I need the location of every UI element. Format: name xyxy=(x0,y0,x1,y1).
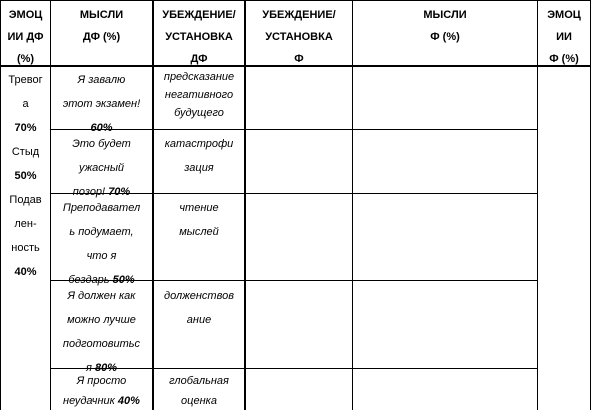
emotion-name: лен- xyxy=(14,218,37,230)
header-emotions-f: ЭМОЦ ИИ Ф (%) xyxy=(547,9,581,65)
emotion-percent: 40% xyxy=(14,266,37,278)
thought-cell-3: Преподавател ь подумает, что я бездарь 50% xyxy=(62,202,141,286)
thought-cell-2: Это будет ужасный позор! 70% xyxy=(72,138,131,198)
header-belief-df: УБЕЖДЕНИЕ/ УСТАНОВКА ДФ xyxy=(162,9,236,65)
belief-cell-1: предсказание негативного будущего xyxy=(163,71,235,119)
thought-percent: 70% xyxy=(108,186,131,198)
emotion-percent: 70% xyxy=(14,122,37,134)
thought-percent: 50% xyxy=(112,274,135,286)
header-thoughts-f: МЫСЛИ Ф (%) xyxy=(423,9,467,43)
emotion-list xyxy=(1,68,50,284)
emotion-name: а xyxy=(22,98,29,110)
belief-cell-4: долженствов ание xyxy=(164,290,234,326)
emotion-name: Стыд xyxy=(11,146,40,158)
emotion-name: Подав xyxy=(9,194,42,206)
header-belief-f: УБЕЖДЕНИЕ/ УСТАНОВКА Ф xyxy=(262,9,336,65)
emotion-name: Тревог xyxy=(8,74,43,86)
belief-cell-5: глобальная оценка xyxy=(169,375,229,407)
header-emotions-df: ЭМОЦ ИИ ДФ (%) xyxy=(7,9,44,65)
header-thoughts-df: МЫСЛИ ДФ (%) xyxy=(79,9,124,43)
belief-cell-3: чтение мыслей xyxy=(179,202,219,238)
thought-cell-1: Я завалю этот экзамен! 60% xyxy=(51,68,152,140)
grid-line-top xyxy=(0,0,591,1)
thought-cell-4: Я должен как можно лучше подготовитьс я 80% xyxy=(62,290,141,374)
emotion-name: ность xyxy=(11,242,40,254)
thought-cell-5: Я просто неудачник 40% xyxy=(63,375,140,407)
thought-percent: 40% xyxy=(117,395,140,407)
thought-percent: 80% xyxy=(94,362,117,374)
thought-percent: 60% xyxy=(90,122,113,134)
emotion-percent: 50% xyxy=(14,170,37,182)
grid-line-col4 xyxy=(352,0,353,410)
belief-cell-2: катастрофи зация xyxy=(164,138,234,174)
